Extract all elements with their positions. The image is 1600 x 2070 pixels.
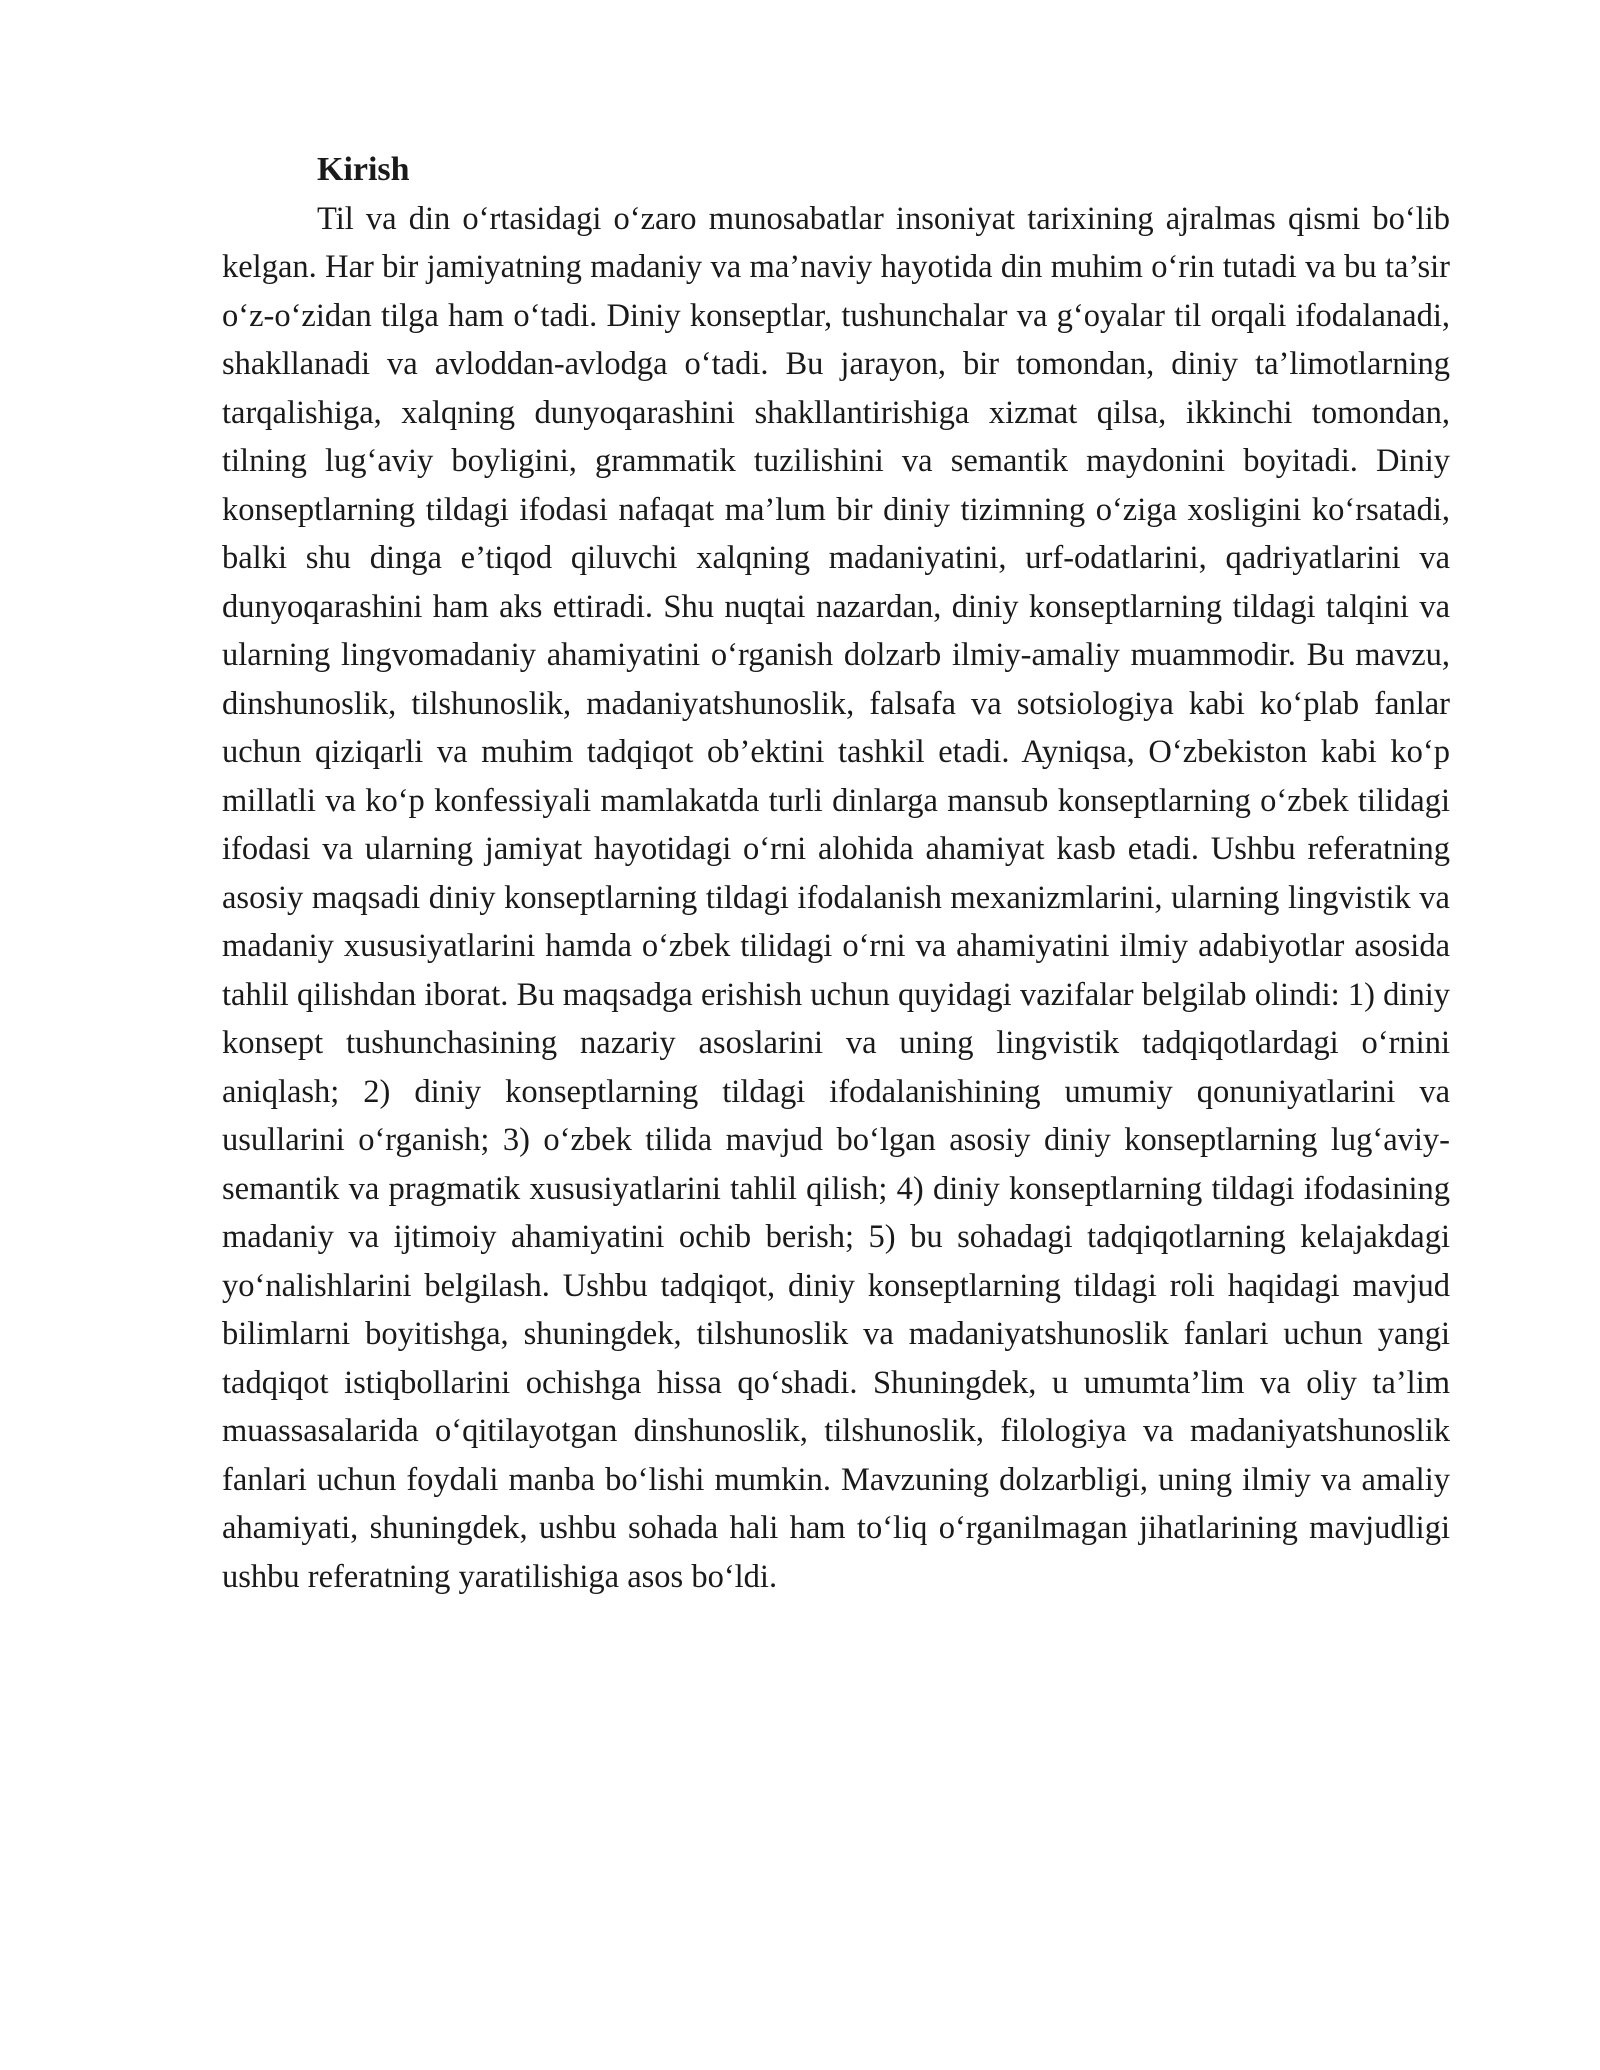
body-paragraph: Til va din o‘rtasidagi o‘zaro munosabatlar insoniyat tarixining ajralmas qismi bo‘lib kelgan. Har bir jamiyatning madaniy va ma’naviy hayotida din muhim o‘rin tutadi va bu ta’sir o‘z-o‘zidan tilga ham o‘tadi. Diniy konseptlar, tushunchalar va g‘oyalar til orqali ifodalanadi, shakllanadi va avloddan-avlodga o‘tadi. Bu jarayon, bir tomondan, diniy ta’limotlarning tarqalishiga, xalqning dunyoqarashini shakllantirishiga xizmat qilsa, ikkinchi tomondan, tilning lug‘aviy boyligini, grammatik tuzilishini va semantik maydonini boyitadi. Diniy konseptlarning tildagi ifodasi nafaqat ma’lum bir diniy tizimning o‘ziga xosligini ko‘rsatadi, balki shu dinga e’tiqod qiluvchi xalqning madaniyatini, urf-odatlarini, qadriyatlarini va dunyoqarashini ham aks ettiradi. Shu nuqtai nazardan, diniy konseptlarning tildagi talqini va ularning lingvomadaniy ahamiyatini o‘rganish dolzarb ilmiy-amaliy muammodir. Bu mavzu, dinshunoslik, tilshunoslik, madaniyatshunoslik, falsafa va sotsiologiya kabi ko‘plab fanlar uchun qiziqarli va muhim tadqiqot ob’ektini tashkil etadi. Ayniqsa, O‘zbekiston kabi ko‘p millatli va ko‘p konfessiyali mamlakatda turli dinlarga mansub konseptlarning o‘zbek tilidagi ifodasi va ularning jamiyat hayotidagi o‘rni alohida ahamiyat kasb etadi. Ushbu referatning asosiy maqsadi diniy konseptlarning tildagi ifodalanish mexanizmlarini, ularning lingvistik va madaniy xususiyatlarini hamda o‘zbek tilidagi o‘rni va ahamiyatini ilmiy adabiyotlar asosida tahlil qilishdan iborat. Bu maqsadga erishish uchun quyidagi vazifalar belgilab olindi: 1) diniy konsept tushunchasining nazariy asoslarini va uning lingvistik tadqiqotlardagi o‘rnini aniqlash; 2) diniy konseptlarning tildagi ifodalanishining umumiy qonuniyatlarini va usullarini o‘rganish; 3) o‘zbek tilida mavjud bo‘lgan asosiy diniy konseptlarning lug‘aviy-semantik va pragmatik xususiyatlarini tahlil qilish; 4) diniy konseptlarning tildagi ifodasining madaniy va ijtimoiy ahamiyatini ochib berish; 5) bu sohadagi tadqiqotlarning kelajakdagi yo‘nalishlarini belgilash. Ushbu tadqiqot, diniy konseptlarning tildagi roli haqidagi mavjud bilimlarni boyitishga, shuningdek, tilshunoslik va madaniyatshunoslik fanlari uchun yangi tadqiqot istiqbollarini ochishga hissa qo‘shadi. Shuningdek, u umumta’lim va oliy ta’lim muassasalarida o‘qitilayotgan dinshunoslik, tilshunoslik, filologiya va madaniyatshunoslik fanlari uchun foydali manba bo‘lishi mumkin. Mavzuning dolzarbligi, uning ilmiy va amaliy ahamiyati, shuningdek, ushbu sohada hali ham to‘liq o‘rganilmagan jihatlarining mavjudligi ushbu referatning yaratilishiga asos bo‘ldi. [222, 200, 1450, 1595]
document-content [222, 146, 1450, 1601]
section-heading: Kirish [317, 151, 410, 188]
